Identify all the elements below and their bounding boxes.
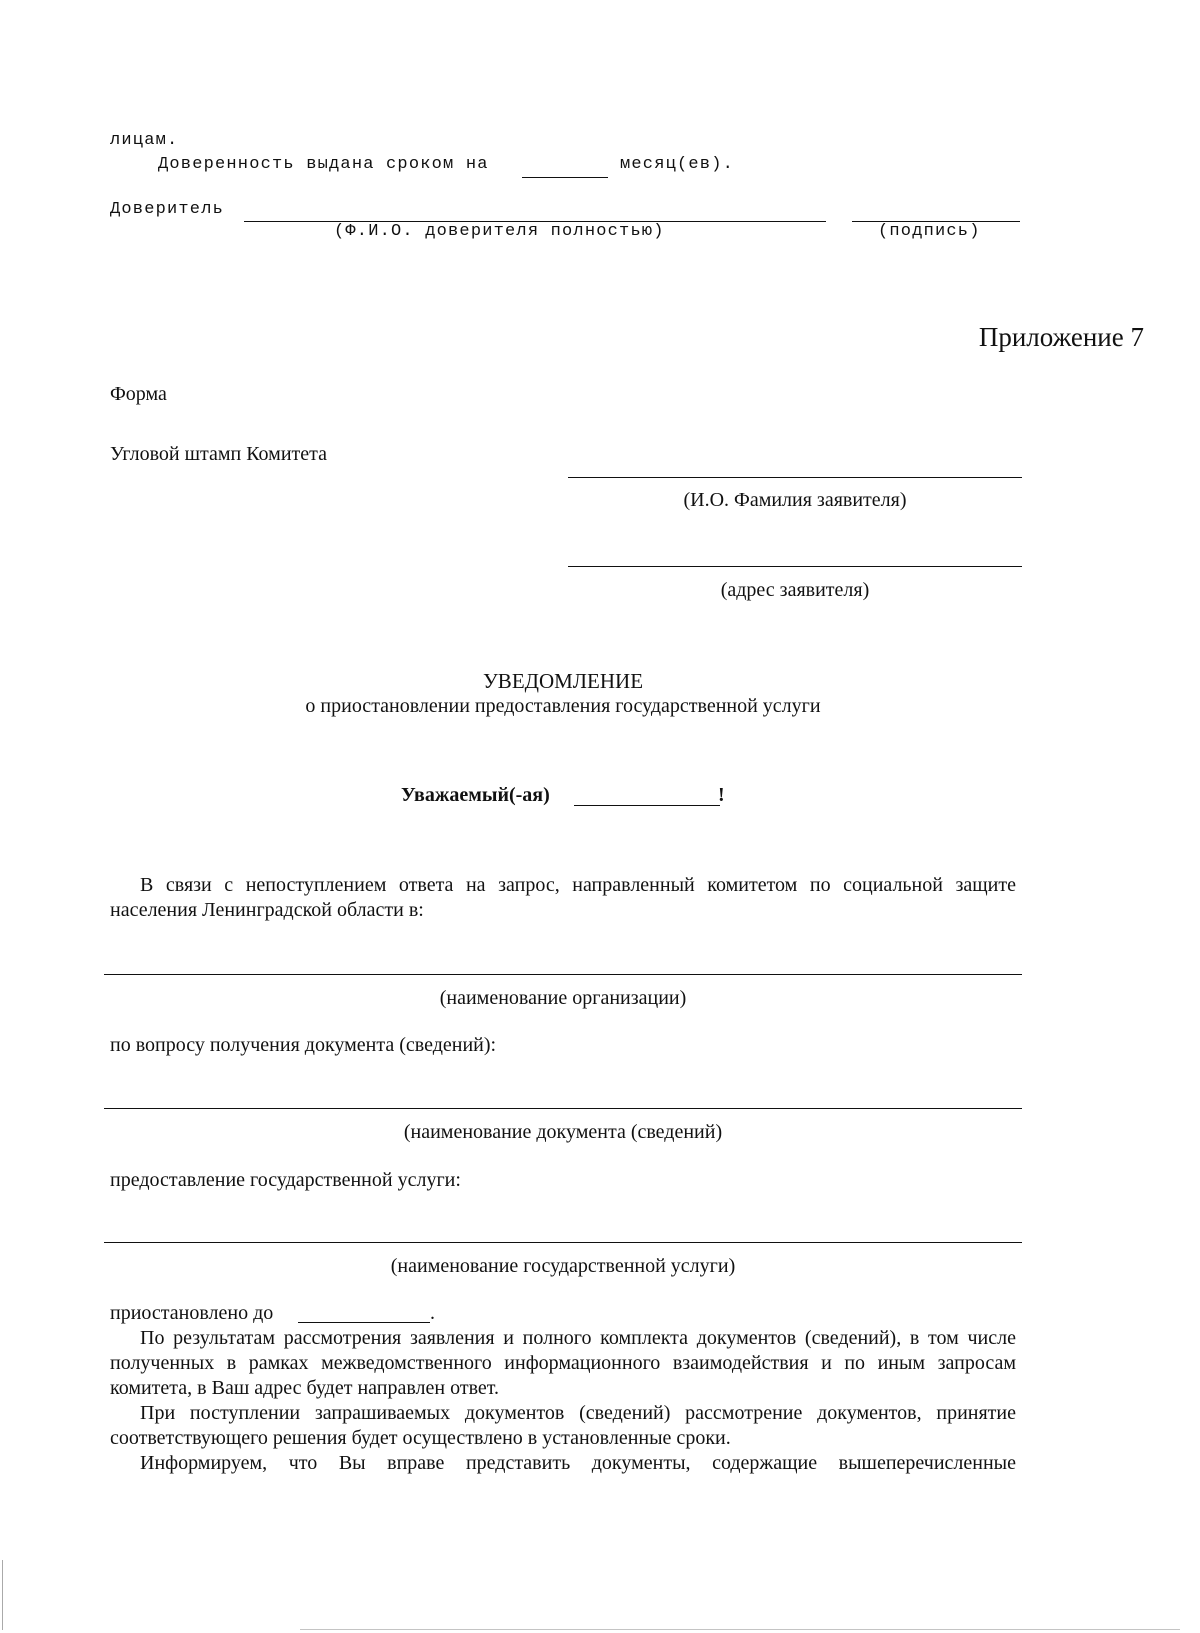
applicant-address-caption: (адрес заявителя): [720, 579, 870, 601]
appendix-label: Приложение 7: [978, 322, 1144, 352]
corner-stamp-label: Угловой штамп Комитета: [110, 443, 328, 465]
organization-line: [104, 974, 1022, 975]
greeting-text: Уважаемый(-ая): [401, 784, 550, 806]
processing-paragraph: При поступлении запрашиваемых документов (сведений) рассмотрение документов, принятие соответствующего решения будет осуществлено в установленные сроки.: [110, 1402, 1016, 1449]
form-label: Форма: [110, 383, 167, 405]
term-line-prefix: Доверенность выдана сроком на: [158, 155, 489, 174]
applicant-name-line: [568, 477, 1022, 478]
grantor-name-caption: (Ф.И.О. доверителя полностью): [334, 222, 665, 241]
top-line-1: лицам.: [110, 131, 179, 150]
notice-subtitle: о приостановлении предоставления государственной услуги: [305, 695, 821, 717]
grantor-label: Доверитель: [110, 200, 225, 219]
document-caption: (наименование документа (сведений): [403, 1121, 723, 1143]
term-line-suffix: месяц(ев).: [620, 155, 735, 174]
signature-caption: (подпись): [878, 222, 981, 241]
service-line: [104, 1242, 1022, 1243]
service-caption: (наименование государственной услуги): [390, 1255, 736, 1277]
inform-paragraph: Информируем, что Вы вправе представить документы, содержащие вышеперечисленные: [140, 1452, 1016, 1474]
document-line: [104, 1108, 1022, 1109]
suspended-suffix: .: [430, 1302, 435, 1324]
suspended-date-line: [298, 1322, 430, 1323]
suspended-prefix: приостановлено до: [110, 1302, 274, 1324]
greeting-blank-line: [574, 805, 720, 806]
scan-artifact-bottom: [300, 1629, 1180, 1630]
scan-artifact-left: [2, 1560, 3, 1630]
greeting-exclamation: !: [718, 784, 725, 806]
document-question: по вопросу получения документа (сведений):: [110, 1034, 497, 1056]
applicant-address-line: [568, 566, 1022, 567]
term-blank-line: [522, 177, 608, 178]
notice-title: УВЕДОМЛЕНИЕ: [482, 669, 644, 693]
intro-paragraph: В связи с непоступлением ответа на запрос, направленный комитетом по социальной защите населения Ленинградской области в:: [110, 874, 1016, 921]
organization-caption: (наименование организации): [439, 987, 687, 1009]
result-paragraph: По результатам рассмотрения заявления и полного комплекта документов (сведений), в том числе полученных в рамках межведомственного информационного взаимодействия и по иным запросам комитета, в Ваш адрес будет направлен ответ.: [110, 1327, 1016, 1399]
applicant-name-caption: (И.О. Фамилия заявителя): [683, 489, 907, 511]
service-label: предоставление государственной услуги:: [110, 1169, 461, 1191]
